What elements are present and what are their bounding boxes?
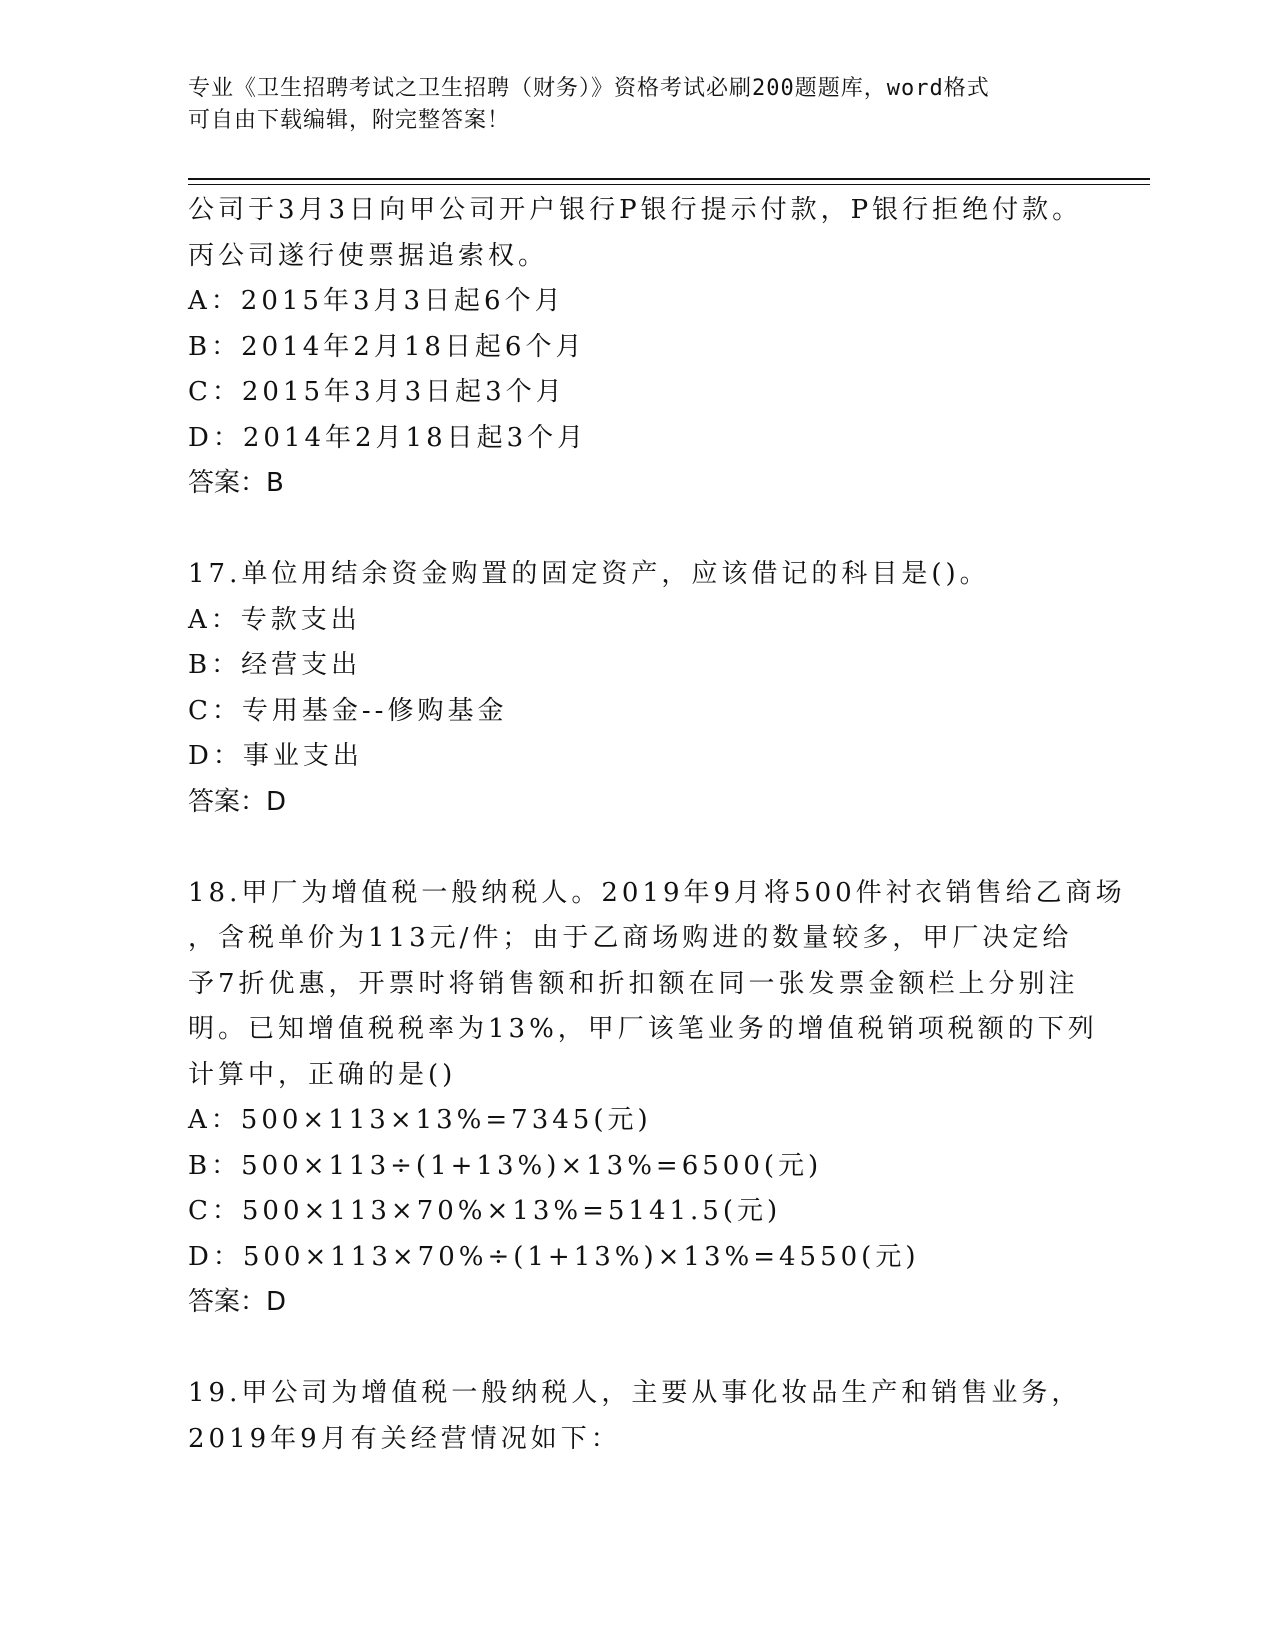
- question-stem-line: ，含税单价为113元/件；由于乙商场购进的数量较多，甲厂决定给: [188, 923, 1073, 953]
- question-stem-line: 明。已知增值税税率为13%，甲厂该笔业务的增值税销项税额的下列: [188, 1014, 1098, 1044]
- question-18: [188, 871, 1126, 1326]
- option-b: B：500×113÷(1+13%)×13%=6500(元): [188, 1150, 823, 1181]
- option-a: A：专款支出: [188, 604, 361, 635]
- question-stem-line: 17.单位用结余资金购置的固定资产，应该借记的科目是()。: [188, 559, 990, 589]
- header-rule-thick: [188, 178, 1150, 180]
- spacer: [188, 825, 1108, 871]
- header-line-1: 专业《卫生招聘考试之卫生招聘（财务）》资格考试必刷200题题库，word格式: [188, 76, 990, 101]
- option-d: D：事业支出: [188, 741, 363, 771]
- question-stem-line: 18.甲厂为增值税一般纳税人。2019年9月将500件衬衣销售给乙商场: [188, 877, 1126, 908]
- option-a: A：2015年3月3日起6个月: [188, 286, 565, 316]
- question-stem-line: 2019年9月有关经营情况如下：: [188, 1423, 621, 1454]
- option-d: D：500×113×70%÷(1+13%)×13%=4550(元): [188, 1241, 920, 1272]
- question-16: [188, 188, 1108, 507]
- spacer: [188, 1326, 1108, 1372]
- spacer: [188, 507, 1108, 553]
- question-stem-line: 予7折优惠，开票时将销售额和折扣额在同一张发票金额栏上分别注: [188, 968, 1079, 999]
- document-body: [188, 188, 1126, 1462]
- option-b: B：经营支出: [188, 650, 362, 680]
- option-b: B：2014年2月18日起6个月: [188, 331, 586, 362]
- header-line-2: 可自由下载编辑，附完整答案！: [188, 108, 511, 133]
- option-c: C：专用基金--修购基金: [188, 695, 508, 726]
- header-rule-thin: [188, 184, 1150, 185]
- document-header: [188, 73, 1088, 137]
- answer-line: 答案：D: [188, 1287, 287, 1317]
- option-c: C：2015年3月3日起3个月: [188, 377, 566, 407]
- question-stem-line: 计算中，正确的是(): [188, 1059, 457, 1090]
- option-d: D：2014年2月18日起3个月: [188, 422, 588, 453]
- question-19: [188, 1371, 1108, 1462]
- option-a: A：500×113×13%=7345(元): [188, 1105, 652, 1135]
- question-17: [188, 552, 1108, 825]
- option-c: C：500×113×70%×13%=5141.5(元): [188, 1196, 782, 1226]
- answer-line: 答案：B: [188, 468, 284, 498]
- answer-line: 答案：D: [188, 786, 287, 817]
- question-stem-line: 丙公司遂行使票据追索权。: [188, 240, 549, 271]
- question-stem-line: 19.甲公司为增值税一般纳税人，主要从事化妆品生产和销售业务，: [188, 1378, 1082, 1408]
- question-stem-line: 公司于3月3日向甲公司开户银行P银行提示付款，P银行拒绝付款。: [188, 195, 1083, 225]
